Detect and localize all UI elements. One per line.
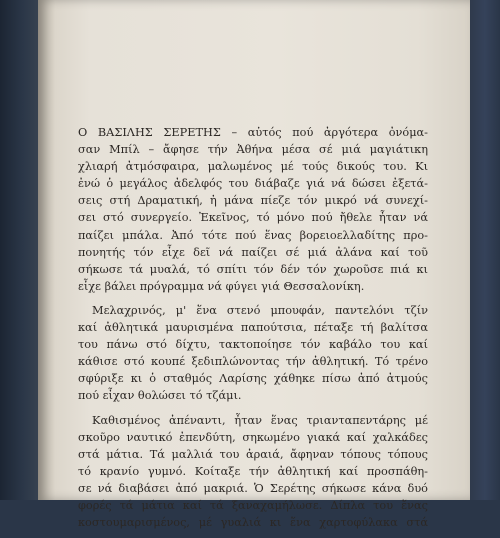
page-text: [78, 124, 428, 538]
text-line: σφύριξε κι ὁ σταθμός Λαρίσης χάθηκε πίσω ἀπό ἀτμούς: [78, 372, 428, 386]
text-line: σκοῦρο ναυτικό ἐπενδύτη, σηκωμένο γιακά καί χαλκάδες: [78, 430, 428, 444]
text-line: πού εἶχαν θολώσει τό τζάμι.: [78, 389, 242, 403]
text-line: καί ἀθλητικά μαυρισμένα παπούτσια, πέταξε τή βαλίτσα: [78, 321, 428, 335]
text-line: παίζει μπάλα. Ἀπό τότε πού ἕνας βορειοελλαδίτης πρo-: [78, 228, 428, 242]
text-line: φορές τά μάτια καί τά ξαναχαμήλωσε. Δίπλα του ἕνας: [78, 498, 428, 512]
text-line: Ο ΒΑΣΙΛΗΣ ΣΕΡΕΤΗΣ – αὐτός πού ἀργότερα ὀνόμα-: [78, 126, 428, 139]
paragraph-2: [78, 302, 428, 405]
text-line: πονητής τόν εἶχε δεῖ νά παίζει σέ μιά ἀλάνα καί τοῦ: [78, 245, 428, 259]
text-line: τό κρανίο γυμνό. Κοίταξε τήν ἀθλητική καί προσπάθη-: [78, 464, 428, 478]
book-spine-shadow: [0, 0, 42, 500]
text-line: εἶχε βάλει πρόγραμμα νά φύγει γιά Θεσσαλονίκη.: [78, 279, 365, 293]
text-line: σαν Μπίλ – ἄφησε τήν Ἀθήνα μέσα σέ μιά μαγιάτικη: [78, 143, 428, 157]
text-line: σε νά διαβάσει ἀπό μακριά. Ὁ Σερέτης σήκωσε κάνα δυό: [78, 481, 428, 495]
text-line: του πάνω στό δίχτυ, τακτοποίησε τόν καβάλο του καί: [78, 338, 428, 352]
text-line: σει στό συνεργείο. Ἐκεῖνος, τό μόνο πού ἤθελε ἦταν νά: [78, 211, 428, 225]
background-fabric: [470, 0, 500, 500]
text-line: κοστουμαρισμένος, μέ γυαλιά κι ἕνα χαρτοφύλακα στά: [78, 516, 428, 530]
text-line: ἐνώ ὁ μεγάλος ἀδελφός του διάβαζε γιά νά δώσει ἐξετά-: [78, 177, 428, 191]
text-line: σήκωσε τά μυαλά, τό σπίτι τόν δέν τόν χωροῦσε πιά κι: [78, 262, 428, 276]
text-line: χλιαρή ἀτμόσφαιρα, μαλωμένος μέ τούς δικούς του. Κι: [78, 160, 428, 174]
text-line: κάθισε στό κουπέ ξεδιπλώνοντας τήν ἀθλητική. Τό τρένο: [78, 355, 428, 369]
text-line: στά μάτια. Τά μαλλιά του ἀραιά, ἄφηναν τόπους τόπους: [78, 447, 428, 461]
paragraph-1: [78, 124, 428, 295]
text-line: Μελαχρινός, μ' ἕνα στενό μπουφάν, παντελόνι τζίν: [92, 303, 428, 317]
text-line: Καθισμένος ἀπέναντι, ἦταν ἕνας τριανταπεντάρης μέ: [92, 413, 428, 427]
text-line: σεις στή Δραματική, ἡ μάνα πίεζε τόν μικρό νά συνεχί-: [78, 194, 428, 208]
paragraph-3: [78, 412, 428, 532]
